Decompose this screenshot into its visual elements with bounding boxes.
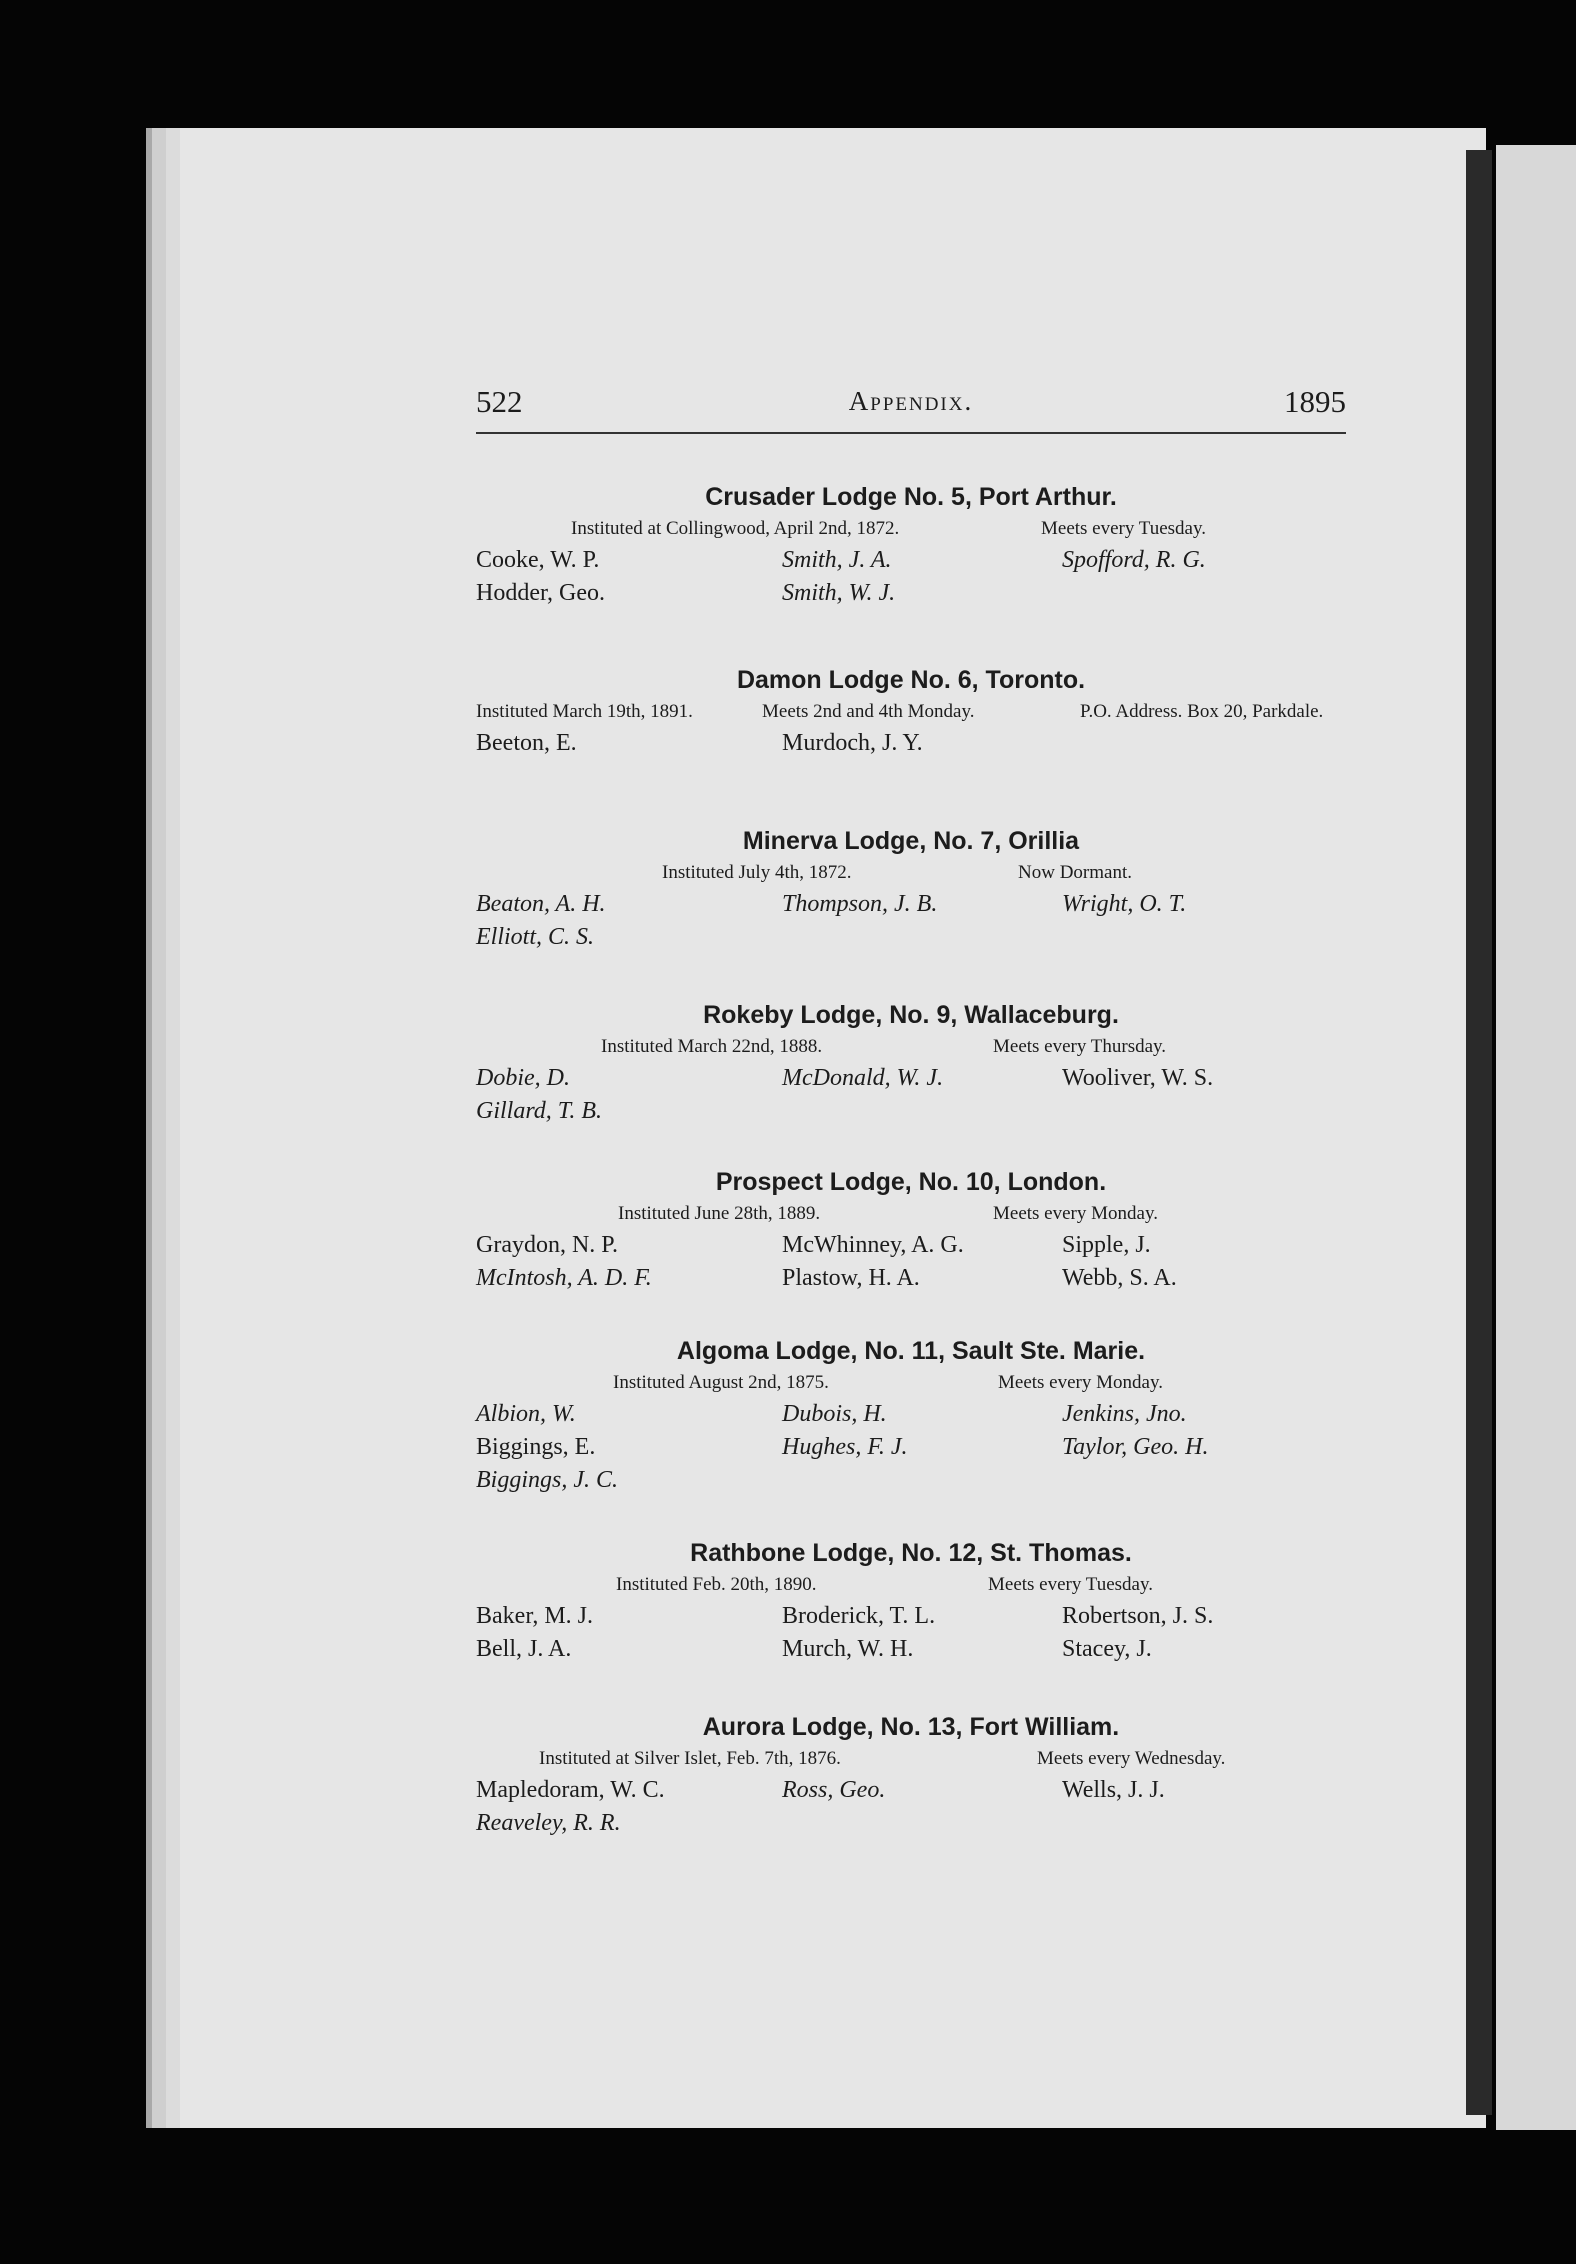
member-row [476,1807,1346,1840]
lodge-instituted: Instituted July 4th, 1872. [662,862,852,883]
member-list [476,1229,1346,1295]
lodge-title: Aurora Lodge, No. 13, Fort William. [702,1713,1120,1741]
member-name: Mapledoram, W. C. [476,1777,665,1803]
member-name: Robertson, J. S. [1062,1603,1214,1629]
member-row [476,1095,1346,1128]
member-row [476,1464,1346,1497]
lodge-title: Algoma Lodge, No. 11, Sault Ste. Marie. [676,1337,1146,1365]
lodge-section [476,1536,1346,1666]
member-list [476,1774,1346,1840]
member-row [476,1262,1346,1295]
member-name: Murdoch, J. Y. [782,730,923,756]
member-name: Gillard, T. B. [476,1098,603,1124]
lodge-instituted: Instituted at Silver Islet, Feb. 7th, 1876. [539,1748,841,1769]
member-row [476,1774,1346,1807]
lodge-info [476,1199,1346,1229]
header-rule [476,432,1346,434]
member-row [476,1062,1346,1095]
lodge-section [476,1334,1346,1497]
member-row [476,727,1346,760]
member-name: Plastow, H. A. [782,1265,920,1291]
member-row [476,577,1346,610]
lodge-meetings: Meets every Monday. [998,1372,1163,1393]
member-name: Biggings, E. [476,1434,596,1460]
member-name: Broderick, T. L. [782,1603,936,1629]
lodge-title: Crusader Lodge No. 5, Port Arthur. [705,483,1117,511]
member-name: Ross, Geo. [782,1777,886,1803]
member-name: Reaveley, R. R. [476,1810,621,1836]
member-name: Albion, W. [476,1401,576,1427]
member-name: McWhinney, A. G. [782,1232,964,1258]
member-name: Bell, J. A. [476,1636,572,1662]
lodge-section [476,480,1346,610]
member-name: Elliott, C. S. [476,924,595,950]
member-row [476,1398,1346,1431]
member-row [476,1600,1346,1633]
member-name: Graydon, N. P. [476,1232,618,1258]
member-name: Spofford, R. G. [1062,547,1206,573]
lodge-meetings: Meets every Wednesday. [1037,1748,1226,1769]
member-name: Murch, W. H. [782,1636,914,1662]
lodge-info [476,1032,1346,1062]
member-name: Smith, W. J. [782,580,896,606]
member-name: Smith, J. A. [782,547,892,573]
lodge-title: Prospect Lodge, No. 10, London. [715,1168,1107,1196]
member-list [476,1600,1346,1666]
lodge-title: Damon Lodge No. 6, Toronto. [736,666,1086,694]
member-name: Jenkins, Jno. [1062,1401,1187,1427]
member-name: Webb, S. A. [1062,1265,1177,1291]
facing-page-edge [1496,145,1576,2130]
member-list [476,1062,1346,1128]
member-name: Wells, J. J. [1062,1777,1165,1803]
member-name: Wright, O. T. [1062,891,1187,917]
member-name: Taylor, Geo. H. [1062,1434,1209,1460]
lodge-meetings: Meets every Thursday. [993,1036,1167,1057]
lodge-meetings: Meets every Tuesday. [988,1574,1153,1595]
lodge-section [476,1710,1346,1840]
member-list [476,727,1346,760]
member-name: Wooliver, W. S. [1062,1065,1214,1091]
member-name: McIntosh, A. D. F. [476,1265,652,1291]
lodge-meetings: Meets every Tuesday. [1041,518,1206,539]
member-name: Beeton, E. [476,730,577,756]
lodge-section [476,663,1346,760]
member-name: Stacey, J. [1062,1636,1152,1662]
lodge-info [476,1744,1346,1774]
lodge-meetings: Meets every Monday. [993,1203,1158,1224]
lodge-title: Rathbone Lodge, No. 12, St. Thomas. [690,1539,1132,1567]
member-name: Cooke, W. P. [476,547,600,573]
lodge-title: Rokeby Lodge, No. 9, Wallaceburg. [703,1001,1119,1029]
member-row [476,544,1346,577]
member-row [476,1431,1346,1464]
lodge-info [476,1368,1346,1398]
page-header-title: Appendix. [848,386,974,416]
member-row [476,1229,1346,1262]
lodge-info [476,514,1346,544]
book-spine [1466,150,1492,2115]
lodge-instituted: Instituted June 28th, 1889. [618,1203,821,1224]
member-name: Dobie, D. [476,1065,570,1091]
page-year: 1895 [1284,384,1346,419]
member-list [476,1398,1346,1497]
member-name: Hodder, Geo. [476,580,605,606]
lodge-section [476,824,1346,954]
page-content [476,380,1346,1880]
running-header [476,380,1346,436]
lodge-instituted: Instituted August 2nd, 1875. [613,1372,829,1393]
member-name: Sipple, J. [1062,1232,1151,1258]
lodge-info [476,697,1346,727]
member-list [476,888,1346,954]
lodge-meetings: Meets 2nd and 4th Monday. [762,701,975,722]
member-name: Beaton, A. H. [476,891,606,917]
member-name: Baker, M. J. [476,1603,594,1629]
member-name: Biggings, J. C. [476,1467,618,1493]
member-name: McDonald, W. J. [782,1065,944,1091]
lodge-instituted: Instituted March 19th, 1891. [476,701,693,722]
lodge-address: P.O. Address. Box 20, Parkdale. [1080,701,1324,722]
lodge-section [476,998,1346,1128]
member-row [476,1633,1346,1666]
member-row [476,888,1346,921]
lodge-instituted: Instituted Feb. 20th, 1890. [616,1574,817,1595]
lodge-info [476,1570,1346,1600]
member-name: Hughes, F. J. [782,1434,908,1460]
member-name: Dubois, H. [782,1401,887,1427]
member-list [476,544,1346,610]
lodge-instituted: Instituted at Collingwood, April 2nd, 1872. [571,518,900,539]
lodge-info [476,858,1346,888]
lodge-instituted: Instituted March 22nd, 1888. [601,1036,823,1057]
lodge-section [476,1165,1346,1295]
page-number: 522 [476,384,523,419]
member-name: Thompson, J. B. [782,891,938,917]
lodge-status: Now Dormant. [1018,862,1132,883]
member-row [476,921,1346,954]
lodge-title: Minerva Lodge, No. 7, Orillia [742,827,1080,855]
